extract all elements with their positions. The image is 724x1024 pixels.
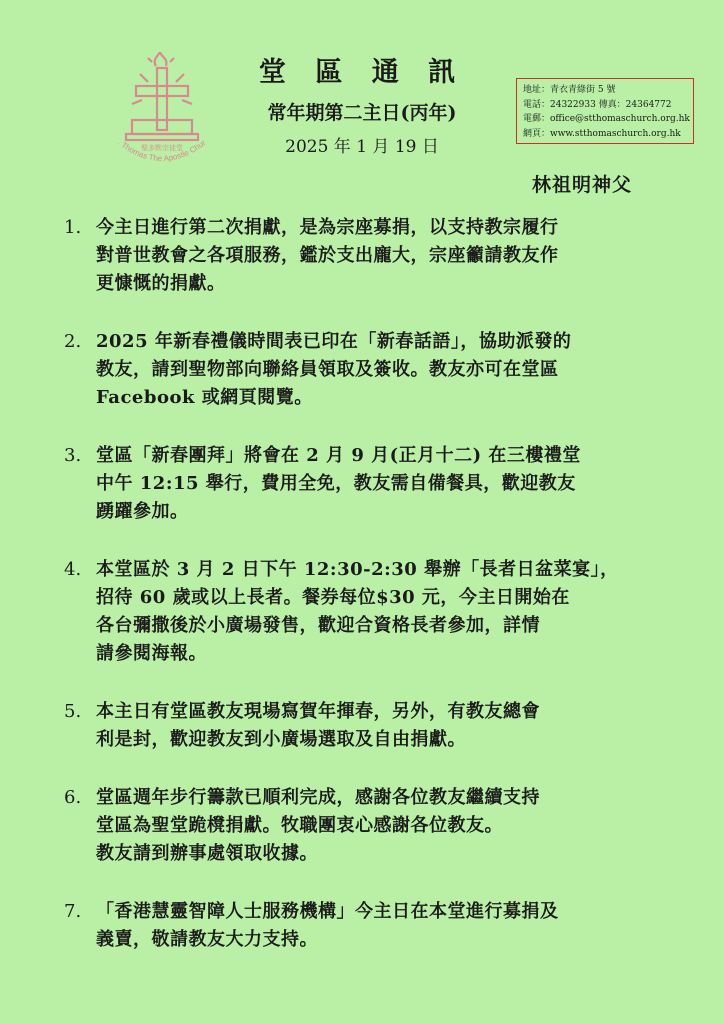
item-line: 對普世教會之各項服務，鑑於支出龐大，宗座籲請教友作 [96, 245, 559, 266]
item-line: Facebook 或網頁閱覽。 [96, 387, 313, 408]
item-number: 2. [64, 331, 82, 352]
logo-chinese-name: 聖多默宗徒堂 [141, 144, 183, 152]
item-number: 6. [64, 787, 82, 808]
item-number: 7. [64, 901, 82, 922]
logo-english-name: . Thomas The Apostle Chur [115, 137, 208, 164]
item-number: 4. [64, 559, 82, 580]
item-line: 教友，請到聖物部向聯絡員領取及簽收。教友亦可在堂區 [96, 359, 559, 380]
item-line: 義賣，敬請教友大力支持。 [96, 929, 318, 950]
contact-website: 網頁：www.stthomaschurch.org.hk [523, 128, 681, 139]
item-line: 招待 60 歲或以上長者。餐券每位$30 元，今主日開始在 [96, 587, 570, 608]
item-line: 堂區為聖堂跪櫈捐獻。牧職團衷心感謝各位教友。 [96, 815, 503, 836]
item-line: 踴躍參加。 [96, 501, 189, 522]
item-text [96, 556, 619, 668]
announcement-item [64, 442, 684, 526]
item-line: 請參閱海報。 [96, 643, 207, 664]
item-text [96, 784, 540, 868]
item-text [96, 698, 540, 754]
item-line: 2025 年新春禮儀時間表已印在「新春話語」，協助派發的 [96, 331, 572, 352]
item-text [96, 328, 571, 412]
item-line: 各台彌撒後於小廣場發售，歡迎合資格長者參加，詳情 [96, 615, 540, 636]
announcement-item [64, 898, 684, 954]
item-line: 今主日進行第二次捐獻，是為宗座募捐，以支持教宗履行 [96, 217, 559, 238]
contact-phone-fax: 電話：24322933 傳真：24364772 [523, 99, 672, 110]
item-number: 5. [64, 701, 82, 722]
announcement-item [64, 698, 684, 754]
announcement-item [64, 784, 684, 868]
item-line: 更慷慨的捐獻。 [96, 273, 226, 294]
item-line: 利是封，歡迎教友到小廣場選取及自由捐獻。 [96, 729, 466, 750]
item-number: 3. [64, 445, 82, 466]
liturgical-subtitle: 常年期第二主日(丙年) [267, 102, 457, 124]
item-line: 「香港慧靈智障人士服務機構」今主日在本堂進行募捐及 [96, 901, 559, 922]
issue-date: 2025 年 1 月 19 日 [285, 137, 439, 157]
item-line: 本主日有堂區教友現場寫賀年揮春，另外，有教友總會 [96, 701, 540, 722]
item-line: 教友請到辦事處領取收據。 [96, 843, 318, 864]
contact-box [516, 78, 694, 144]
item-line: 中午 12:15 舉行，費用全免，教友需自備餐具，歡迎教友 [96, 473, 576, 494]
contact-email: 電郵：office@stthomaschurch.org.hk [523, 114, 690, 124]
announcement-item [64, 214, 684, 298]
announcement-item [64, 556, 684, 668]
announcement-item [64, 328, 684, 412]
item-line: 本堂區於 3 月 2 日下午 12:30-2:30 舉辦「長者日盆菜宴」， [96, 559, 619, 580]
item-number: 1. [64, 217, 82, 238]
announcement-list [64, 214, 684, 984]
item-text [96, 898, 559, 954]
item-text [96, 442, 581, 526]
page-title: 堂 區 通 訊 [258, 57, 466, 88]
contact-address: 地址：青衣青綠街 5 號 [523, 85, 616, 95]
item-line: 堂區週年步行籌款已順利完成，感謝各位教友繼續支持 [96, 787, 540, 808]
item-text [96, 214, 559, 298]
priest-name: 林祖明神父 [532, 174, 633, 196]
item-line: 堂區「新春團拜」將會在 2 月 9 月(正月十二) 在三樓禮堂 [96, 445, 581, 466]
